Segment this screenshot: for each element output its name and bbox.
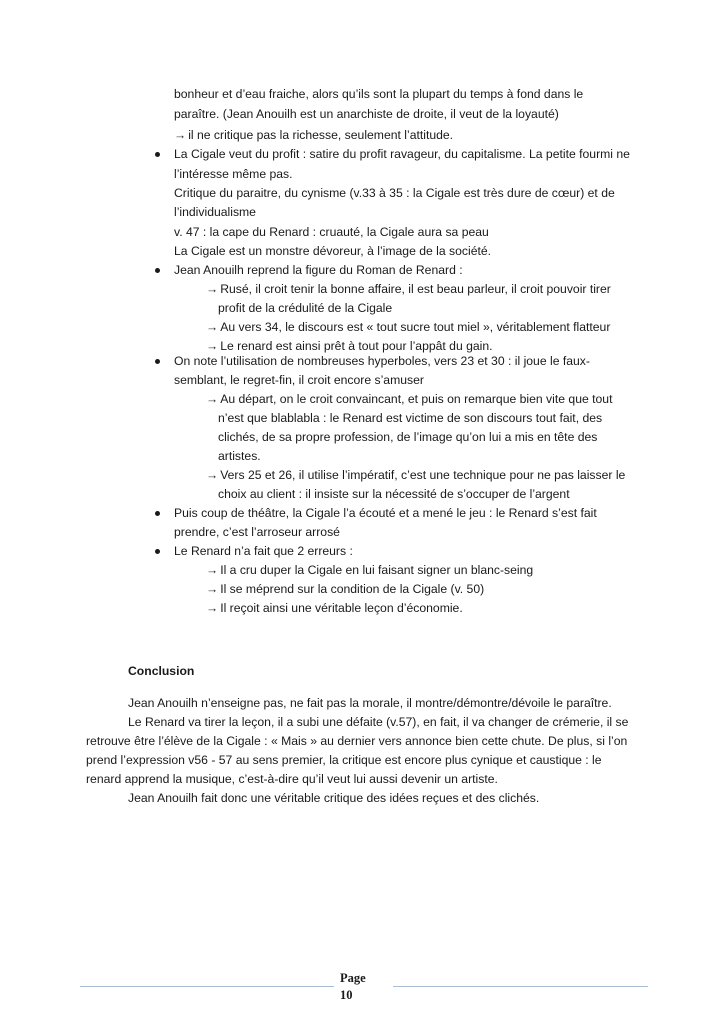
text-line: artistes. — [218, 449, 261, 463]
arrow-icon: → — [206, 582, 219, 596]
text-line: → Le renard est ainsi prêt à tout pour l’appât du gain. — [206, 339, 493, 353]
text-line: profit de la crédulité de la Cigale — [218, 301, 393, 315]
bullet-icon — [155, 549, 160, 554]
bullet-icon — [155, 152, 160, 157]
text-line: Critique du paraitre, du cynisme (v.33 à 35 : la Cigale est très dure de cœur) et de — [174, 186, 615, 200]
text-line: clichés, de sa propre profession, de l’image qu’on lui a mis en tête des — [218, 430, 598, 444]
text-line: → il ne critique pas la richesse, seulement l’attitude. — [174, 128, 454, 142]
text-line: Puis coup de théâtre, la Cigale l’a écouté et a mené le jeu : le Renard s’est fait — [174, 506, 597, 520]
text-line: v. 47 : la cape du Renard : cruauté, la Cigale aura sa peau — [174, 225, 489, 239]
footer-rule-left — [80, 986, 334, 987]
text-line: La Cigale veut du profit : satire du profit ravageur, du capitalisme. La petite fourmi ne — [174, 147, 630, 161]
text-line: Jean Anouilh reprend la figure du Roman de Renard : — [174, 263, 463, 277]
text-line: On note l’utilisation de nombreuses hyperboles, vers 23 et 30 : il joue le faux- — [174, 354, 590, 368]
text-line: → Rusé, il croit tenir la bonne affaire, il est beau parleur, il croit pouvoir tirer — [206, 282, 611, 296]
text-line: → Au départ, on le croit convaincant, et puis on remarque bien vite que tout — [206, 392, 613, 406]
text-line: paraître. (Jean Anouilh est un anarchiste de droite, il veut de la loyauté) — [174, 107, 559, 121]
text-line: Le Renard va tirer la leçon, il a subi une défaite (v.57), en fait, il va changer de crémerie, il se — [128, 715, 629, 729]
text-line: prendre, c’est l’arroseur arrosé — [174, 525, 340, 539]
footer-rule-right — [393, 986, 648, 987]
text-line: n’est que blablabla : le Renard est victime de son discours tout fait, des — [218, 411, 603, 425]
text-line: Jean Anouilh n’enseigne pas, ne fait pas la morale, il montre/démontre/dévoile le paraître. — [128, 696, 612, 710]
text-line: La Cigale est un monstre dévoreur, à l’image de la société. — [174, 244, 492, 258]
arrow-icon: → — [206, 601, 219, 615]
text-line: l’individualisme — [174, 205, 256, 219]
text-line: → Il se méprend sur la condition de la Cigale (v. 50) — [206, 582, 485, 596]
text-line: → Au vers 34, le discours est « tout sucre tout miel », véritablement flatteur — [206, 320, 611, 334]
section-heading: Conclusion — [128, 664, 195, 678]
arrow-icon: → — [206, 392, 219, 406]
text-line: l’intéresse même pas. — [174, 167, 293, 181]
bullet-icon — [155, 268, 160, 273]
text-line: retrouve être l’élève de la Cigale : « Mais » au dernier vers annonce bien cette chute. De plus, si l’on — [86, 734, 628, 748]
text-line: choix au client : il insiste sur la nécessité de s’occuper de l’argent — [218, 487, 570, 501]
arrow-icon: → — [206, 320, 219, 334]
text-line: → Vers 25 et 26, il utilise l’impératif, c’est une technique pour ne pas laisser le — [206, 468, 626, 482]
text-line: renard apprend la musique, c’est-à-dire qu’il veut lui aussi devenir un artiste. — [86, 772, 498, 786]
bullet-icon — [155, 511, 160, 516]
arrow-icon: → — [174, 128, 187, 142]
bullet-icon — [155, 359, 160, 364]
text-line: → Il reçoit ainsi une véritable leçon d’économie. — [206, 601, 463, 615]
arrow-icon: → — [206, 282, 219, 296]
text-line: bonheur et d’eau fraiche, alors qu’ils sont la plupart du temps à fond dans le — [174, 87, 584, 101]
text-line: Le Renard n’a fait que 2 erreurs : — [174, 544, 353, 558]
arrow-icon: → — [206, 563, 219, 577]
arrow-icon: → — [206, 468, 219, 482]
text-line: semblant, le regret-fin, il croit encore s’amuser — [174, 373, 424, 387]
text-line: prend l’expression v56 - 57 au sens premier, la critique est encore plus cynique et caustique : le — [86, 753, 602, 767]
page-label: Page — [340, 971, 366, 985]
arrow-icon: → — [206, 339, 219, 353]
page-number: 10 — [340, 988, 353, 1002]
text-line: Jean Anouilh fait donc une véritable critique des idées reçues et des clichés. — [128, 791, 540, 805]
text-line: → Il a cru duper la Cigale en lui faisant signer un blanc-seing — [206, 563, 534, 577]
